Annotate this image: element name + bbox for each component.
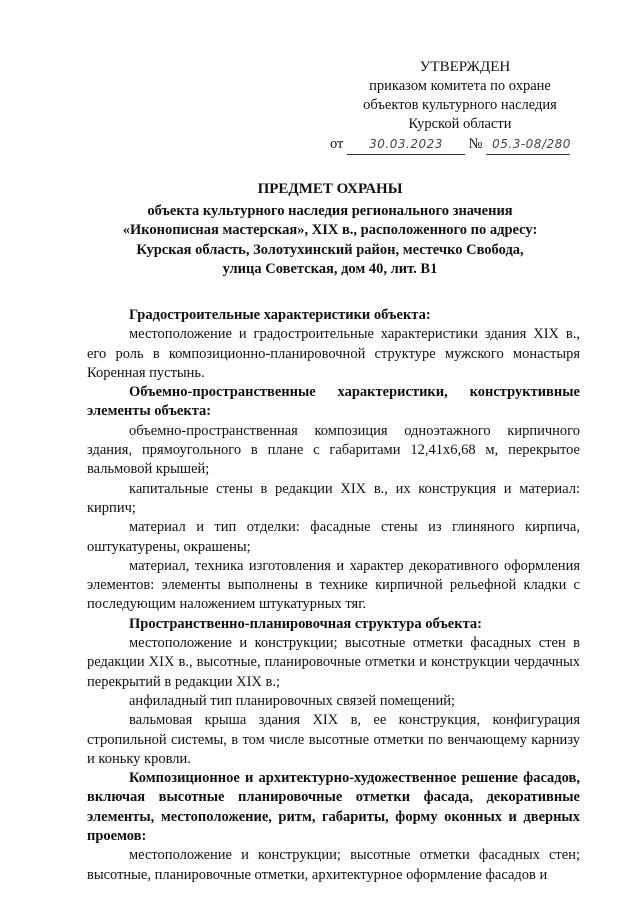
document-title xyxy=(100,180,560,279)
title-line: объекта культурного наследия регионального значения xyxy=(147,203,513,220)
handwritten-number: 05.3-08/280 xyxy=(486,135,570,155)
body-paragraph: материал и тип отделки: фасадные стены из глиняного кирпича, оштукатурены, окрашены; xyxy=(87,519,580,555)
title-line: Курская область, Золотухинский район, местечко Свобода, xyxy=(136,241,524,258)
body-paragraph: местоположение и конструкции; высотные отметки фасадных стен; высотные, планировочные отметки, архитектурное оформление фасадов и xyxy=(87,847,580,883)
title-line: «Иконописная мастерская», XIX в., расположенного по адресу: xyxy=(122,222,538,239)
body-paragraph: материал, техника изготовления и характер декоративного оформления элементов: элементы выполнены в технике кирпичной рельефной кладки с последующим наложением штукатурных тяг. xyxy=(87,557,580,613)
section-heading: Объемно-пространственные характеристики, конструктивные элементы объекта: xyxy=(87,384,580,420)
title-main: ПРЕДМЕТ ОХРАНЫ xyxy=(257,181,403,197)
date-prefix: от xyxy=(330,136,344,152)
handwritten-date: 30.03.2023 xyxy=(347,135,465,155)
approval-heading: УТВЕРЖДЕН xyxy=(419,59,511,75)
approval-line: Курской области xyxy=(408,116,512,132)
body-paragraph: анфиладный тип планировочных связей помещений; xyxy=(129,692,456,709)
section-heading: Композиционное и архитектурно-художественное решение фасадов, включая высотные планировочные отметки фасада, декоративные элементы, местоположение, ритм, габариты, форму оконных и дверных проемов: xyxy=(87,770,580,845)
approval-reference xyxy=(330,135,590,155)
approval-stamp xyxy=(330,58,590,155)
number-prefix: № xyxy=(468,136,483,152)
document-body xyxy=(87,306,580,885)
title-line: улица Советская, дом 40, лит. В1 xyxy=(222,260,438,277)
approval-line: приказом комитета по охране xyxy=(369,78,551,94)
body-paragraph: местоположение и конструкции; высотные отметки фасадных стен в редакции XIX в., высотные, планировочные отметки и конструкции чердачных перекрытий в редакции XIX в.; xyxy=(87,635,580,690)
body-paragraph: вальмовая крыша здания XIX в, ее конструкция, конфигурация стропильной системы, в том числе высотные отметки по венчающему карнизу и коньку кровли. xyxy=(87,712,580,767)
section-heading: Градостроительные характеристики объекта: xyxy=(129,307,431,323)
body-paragraph: объемно-пространственная композиция одноэтажного кирпичного здания, прямоугольного в плане с габаритами 12,41х6,68 м, перекрытое вальмовой крышей; xyxy=(87,422,580,478)
body-paragraph: местоположение и градостроительные характеристики здания XIX в., его роль в композиционно-планировочной структуре мужского монастыря Коренная пустынь. xyxy=(87,326,580,381)
approval-line: объектов культурного наследия xyxy=(363,97,557,113)
section-heading: Пространственно-планировочная структура объекта: xyxy=(129,615,482,632)
body-paragraph: капитальные стены в редакции XIX в., их конструкция и материал: кирпич; xyxy=(87,480,580,516)
